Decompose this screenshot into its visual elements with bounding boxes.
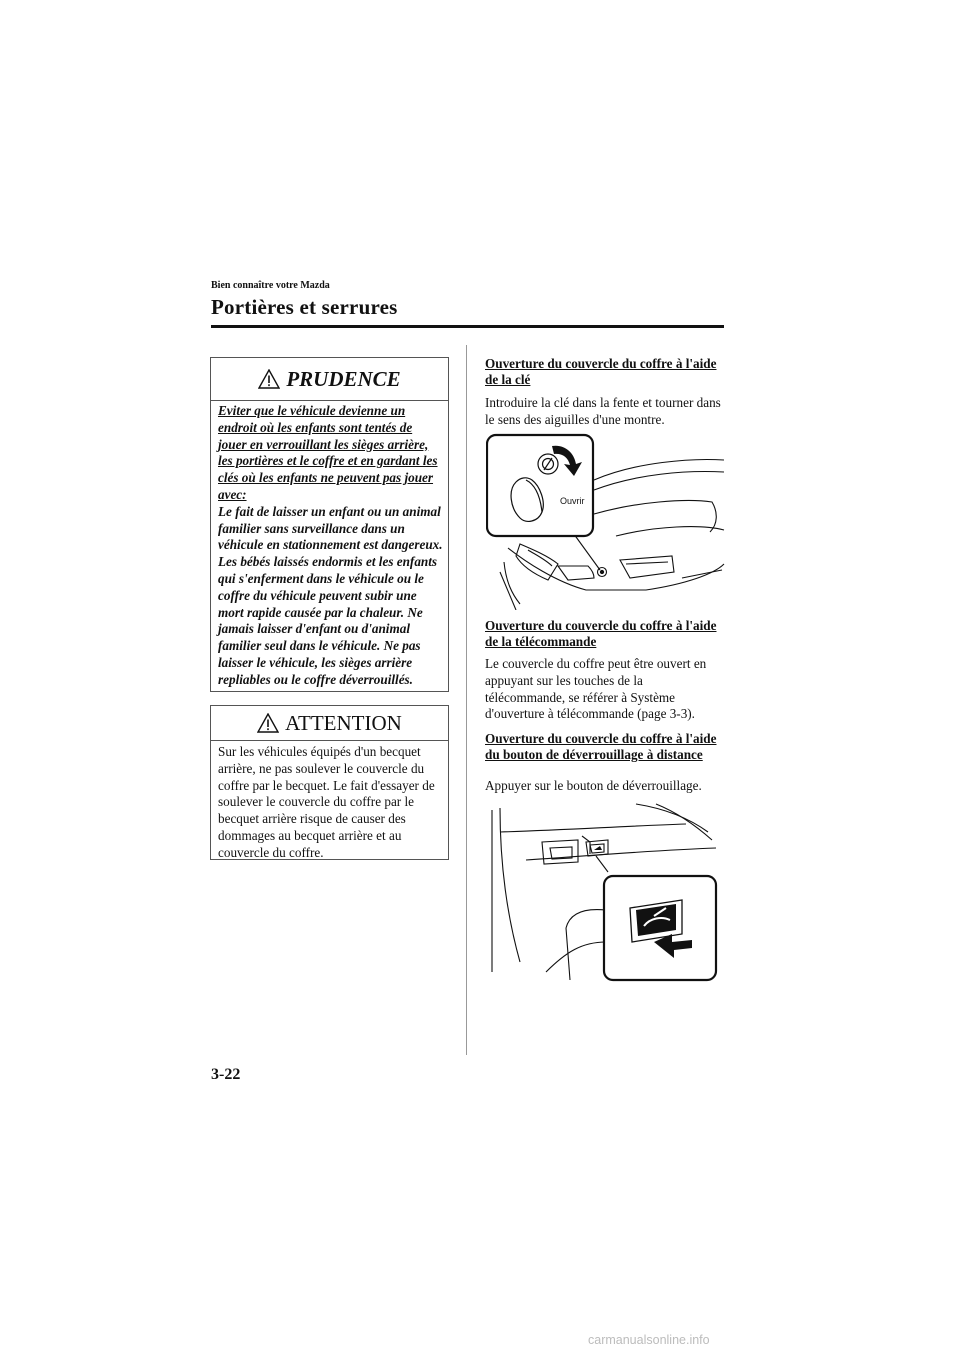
- section-label: Bien connaître votre Mazda: [211, 280, 330, 291]
- attention-text: Sur les véhicules équipés d'un becquet arrière, ne pas soulever le couvercle du coffre par le becquet. Le fait d'essayer de soulever le couvercle du coffre par le becquet arrière risque de causer des dommages au becquet arrière et au couvercle du coffre.: [218, 744, 435, 860]
- paragraph-open-with-remote: Le couvercle du coffre peut être ouvert en appuyant sur les touches de la télécommande, se référer à Système d'ouverture à télécommande (page 3-3).: [485, 656, 707, 722]
- heading-open-with-button: Ouverture du couvercle du coffre à l'aide du bouton de déverrouillage à distance: [485, 731, 717, 762]
- attention-box: [210, 705, 449, 860]
- warning-triangle-icon: [257, 713, 279, 733]
- page-title: Portières et serrures: [211, 295, 398, 319]
- heading-open-with-key: Ouverture du couvercle du coffre à l'aide de la clé: [485, 356, 717, 387]
- caution-text: Le fait de laisser un enfant ou un animal familier sans surveillance dans un véhicule en stationnement est dangereux. Les bébés laissés endormis et les enfants qui s'enferment dans le véhicule ou le coffre du véhicule peuvent subir une mort rapide causée par la chaleur. Ne jamais laisser d'enfant ou d'animal familier seul dans le véhicule. Ne pas laisser le véhicule, les sièges arrière repliables ou le coffre déverrouillés.: [218, 503, 443, 687]
- footer-watermark: carmanualsonline.info: [588, 1333, 710, 1347]
- attention-header: [211, 706, 448, 741]
- paragraph-open-with-button: Appuyer sur le bouton de déverrouillage.: [485, 778, 702, 793]
- figure-trunk-key: [486, 432, 726, 610]
- warning-triangle-icon: [258, 369, 280, 389]
- caution-box: [210, 357, 449, 692]
- attention-heading: ATTENTION: [285, 710, 402, 735]
- paragraph-open-with-key: Introduire la clé dans la fente et tourner dans le sens des aiguilles d'une montre.: [485, 395, 721, 427]
- trunk-open-icon: [630, 900, 682, 942]
- header-rule: [211, 325, 724, 328]
- figure-release-button: [486, 802, 726, 982]
- caution-header: [211, 358, 448, 401]
- heading-open-with-remote: Ouverture du couvercle du coffre à l'aide de la télécommande: [485, 618, 717, 649]
- page-number: 3-22: [211, 1066, 241, 1083]
- column-divider: [466, 345, 467, 1055]
- caution-body: [218, 403, 444, 689]
- caution-heading: PRUDENCE: [286, 366, 401, 391]
- caution-underlined-text: Eviter que le véhicule devienne un endroit où les enfants sont tentés de jouer en verrouillant les sièges arrière, les portières et le coffre et en gardant les clés où les enfants ne peuvent pas jouer avec:: [218, 403, 438, 502]
- figure-label-open: Ouvrir: [560, 496, 585, 506]
